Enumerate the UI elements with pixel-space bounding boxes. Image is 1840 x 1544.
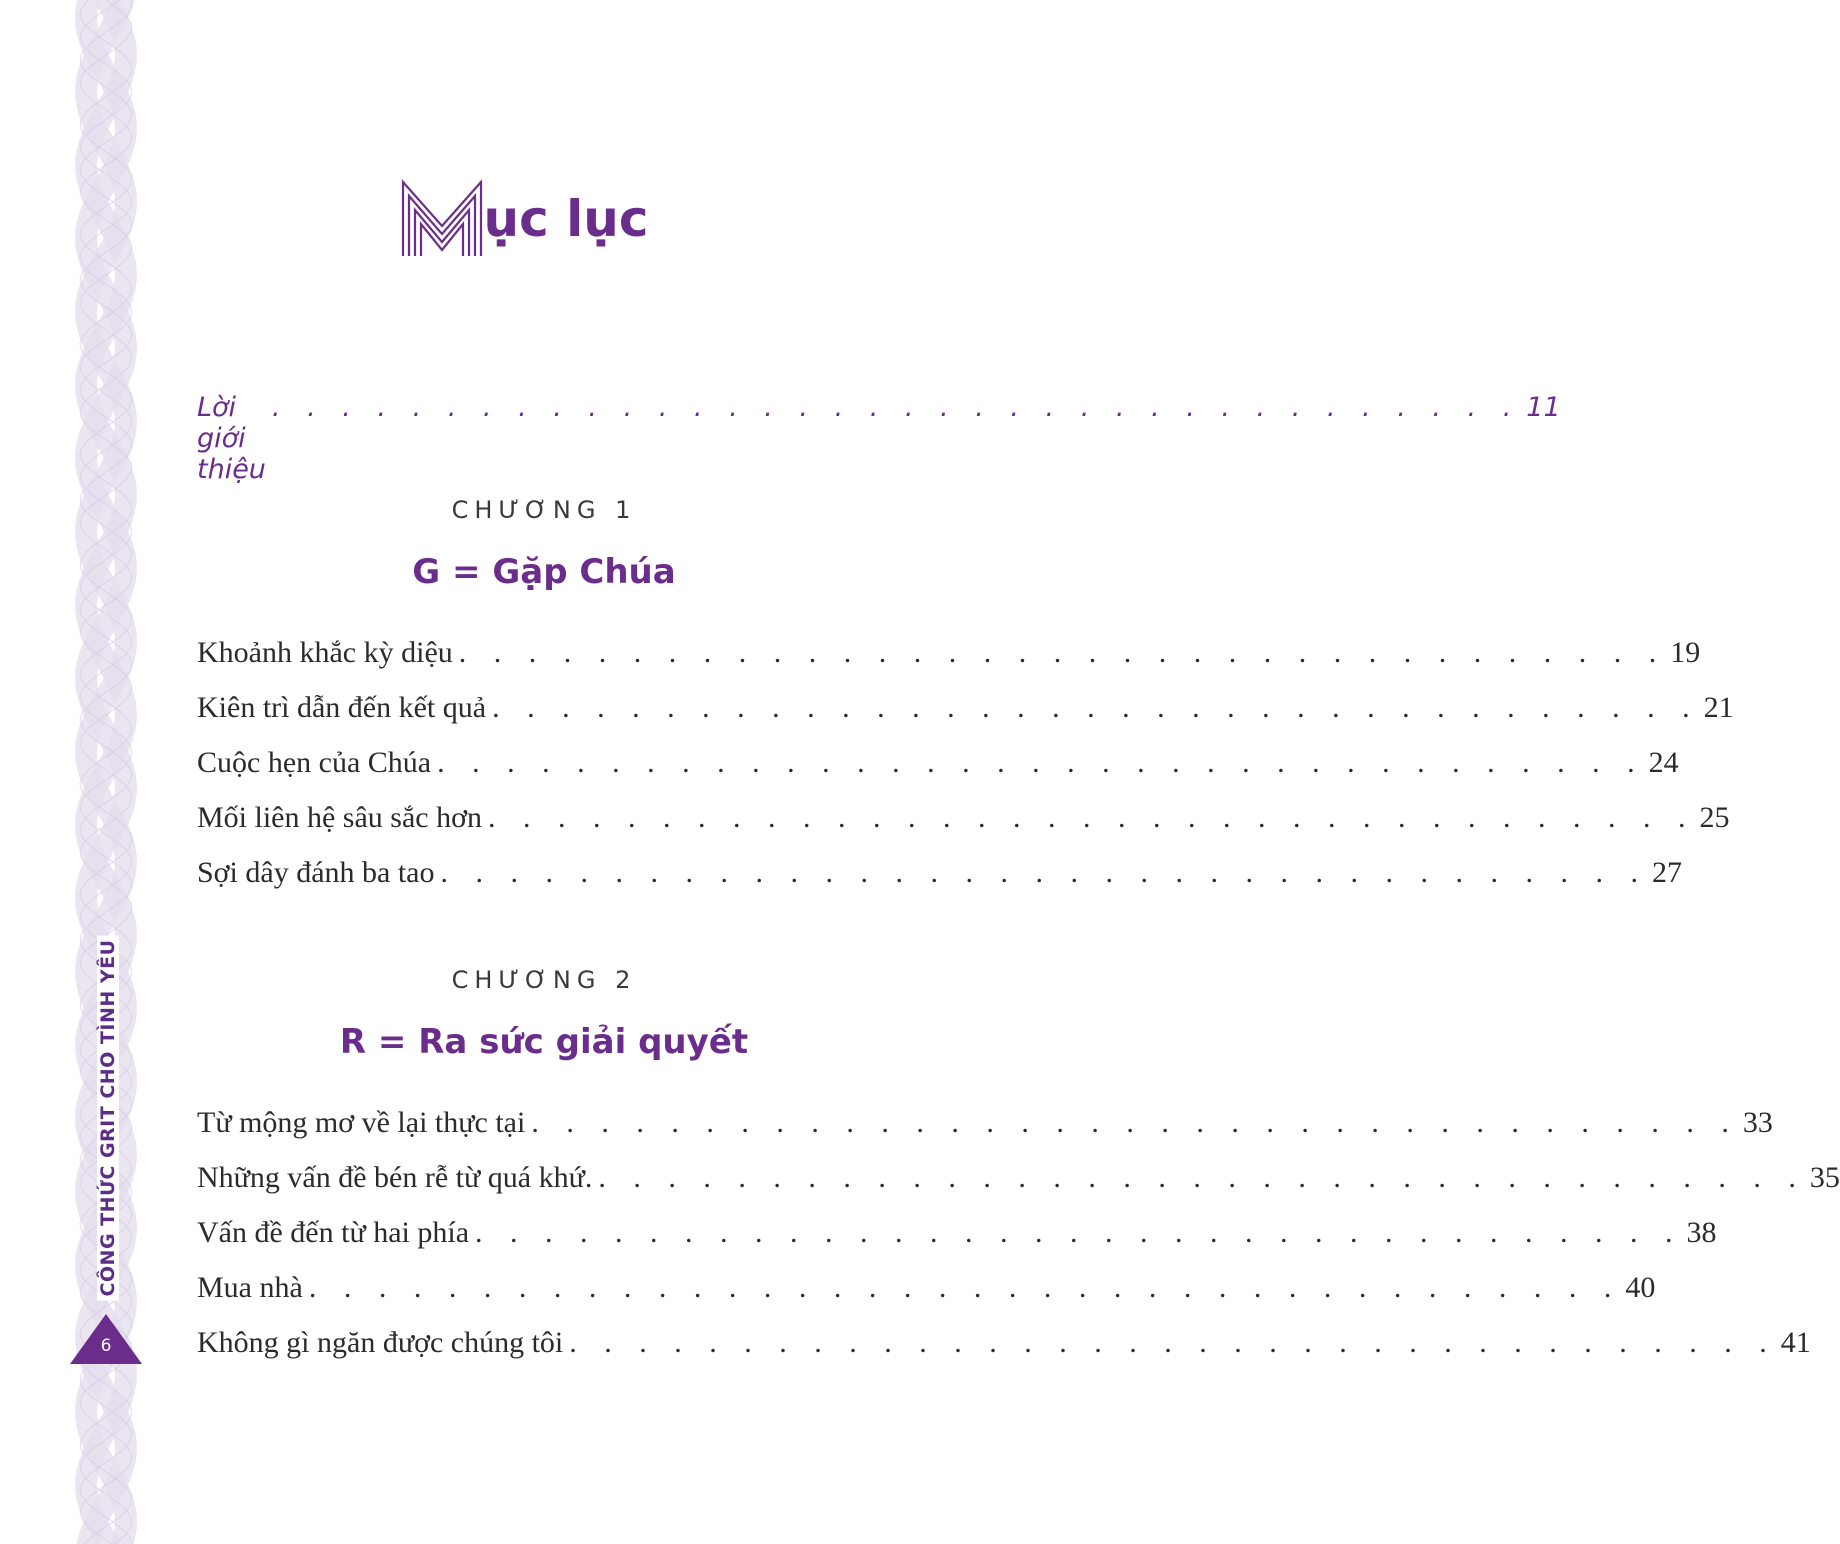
- chapter-2-title: R = Ra sức giải quyết: [339, 1022, 749, 1062]
- toc-entry-page: 25: [1699, 801, 1730, 834]
- title-text: ục lục: [483, 190, 649, 248]
- toc-entry[interactable]: [197, 746, 1679, 801]
- toc-entry-title: Từ mộng mơ về lại thực tại: [197, 1106, 526, 1139]
- toc-entry-page: 27: [1651, 856, 1682, 889]
- toc-intro-label: Lời giới thiệu: [197, 392, 266, 485]
- toc-entry[interactable]: [197, 1271, 1656, 1326]
- dot-leader: . . . . . . . . . . . . . . . . . . . . . . . . . . . . . . . . . . .: [475, 1216, 1683, 1249]
- toc-entry-title: Khoảnh khắc kỳ diệu: [197, 636, 453, 669]
- toc-entry[interactable]: [197, 691, 1734, 746]
- toc-entry[interactable]: [197, 636, 1701, 691]
- title-drop-letter-m: [399, 178, 485, 258]
- toc-intro-row[interactable]: [197, 392, 1561, 485]
- toc-entry[interactable]: [197, 1106, 1773, 1161]
- toc-entry[interactable]: [197, 1216, 1717, 1271]
- chapter-2-entries: [197, 1106, 1840, 1381]
- toc-intro-page: 11: [1526, 392, 1561, 423]
- spine-book-title: CÔNG THỨC GRIT CHO TÌNH YÊU: [97, 935, 119, 1300]
- toc-entry-title: Mối liên hệ sâu sắc hơn: [197, 801, 482, 834]
- toc-entry-title: Kiên trì dẫn đến kết quả: [197, 691, 487, 724]
- toc-entry-page: 35: [1809, 1161, 1840, 1194]
- toc-entry[interactable]: [197, 801, 1730, 856]
- chapter-1-title: G = Gặp Chúa: [412, 552, 676, 592]
- dot-leader: . . . . . . . . . . . . . . . . . . . . . . . . . . . . . . . . . . .: [437, 746, 1645, 779]
- dot-leader: . . . . . . . . . . . . . . . . . . . . . . . . . . . . . . . . . . .: [492, 691, 1700, 724]
- dot-leader: . . . . . . . . . . . . . . . . . . . . . . . . . . . . . . . . . . .: [487, 801, 1696, 834]
- toc-entry-title: Không gì ngăn được chúng tôi: [197, 1326, 564, 1359]
- toc-entry-page: 33: [1742, 1106, 1773, 1139]
- chapter-1-entries: [197, 636, 1734, 911]
- toc-entry-page: 19: [1670, 636, 1701, 669]
- dot-leader: . . . . . . . . . . . . . . . . . . . . . . . . . . . . . . . . . . . .: [271, 392, 1521, 423]
- dot-leader: . . . . . . . . . . . . . . . . . . . . . . . . . . . . . . . . . . .: [569, 1326, 1777, 1359]
- toc-entry-title: Sợi dây đánh ba tao: [197, 856, 435, 889]
- dot-leader: . . . . . . . . . . . . . . . . . . . . . . . . . . . . . . . . . . .: [531, 1106, 1739, 1139]
- dot-leader: . . . . . . . . . . . . . . . . . . . . . . . . . . . . . . . . . . .: [458, 636, 1667, 669]
- toc-entry[interactable]: [197, 1326, 1811, 1381]
- dot-leader: . . . . . . . . . . . . . . . . . . . . . . . . . . . . . . . . . . .: [440, 856, 1648, 889]
- toc-entry-title: Cuộc hẹn của Chúa: [197, 746, 432, 779]
- toc-entry-page: 41: [1780, 1326, 1811, 1359]
- dot-leader: . . . . . . . . . . . . . . . . . . . . . . . . . . . . . . . . . . . . . .: [308, 1271, 1622, 1304]
- toc-entry-title: Những vấn đề bén rễ từ quá khứ.: [197, 1161, 593, 1194]
- toc-entry-title: Mua nhà: [197, 1271, 303, 1304]
- toc-entry[interactable]: [197, 856, 1682, 911]
- toc-entry-page: 24: [1648, 746, 1679, 779]
- chapter-1-label: CHƯƠNG 1: [451, 496, 637, 524]
- chapter-2-label: CHƯƠNG 2: [451, 966, 637, 994]
- dot-leader: . . . . . . . . . . . . . . . . . . . . . . . . . . . . . . . . . . .: [598, 1161, 1806, 1194]
- toc-entry-title: Vấn đề đến từ hai phía: [197, 1216, 470, 1249]
- toc-entry-page: 38: [1686, 1216, 1717, 1249]
- toc-entry[interactable]: [197, 1161, 1840, 1216]
- toc-entry-page: 21: [1703, 691, 1734, 724]
- toc-entry-page: 40: [1625, 1271, 1656, 1304]
- page-title: [0, 178, 1048, 268]
- page-number: 6: [100, 1336, 112, 1356]
